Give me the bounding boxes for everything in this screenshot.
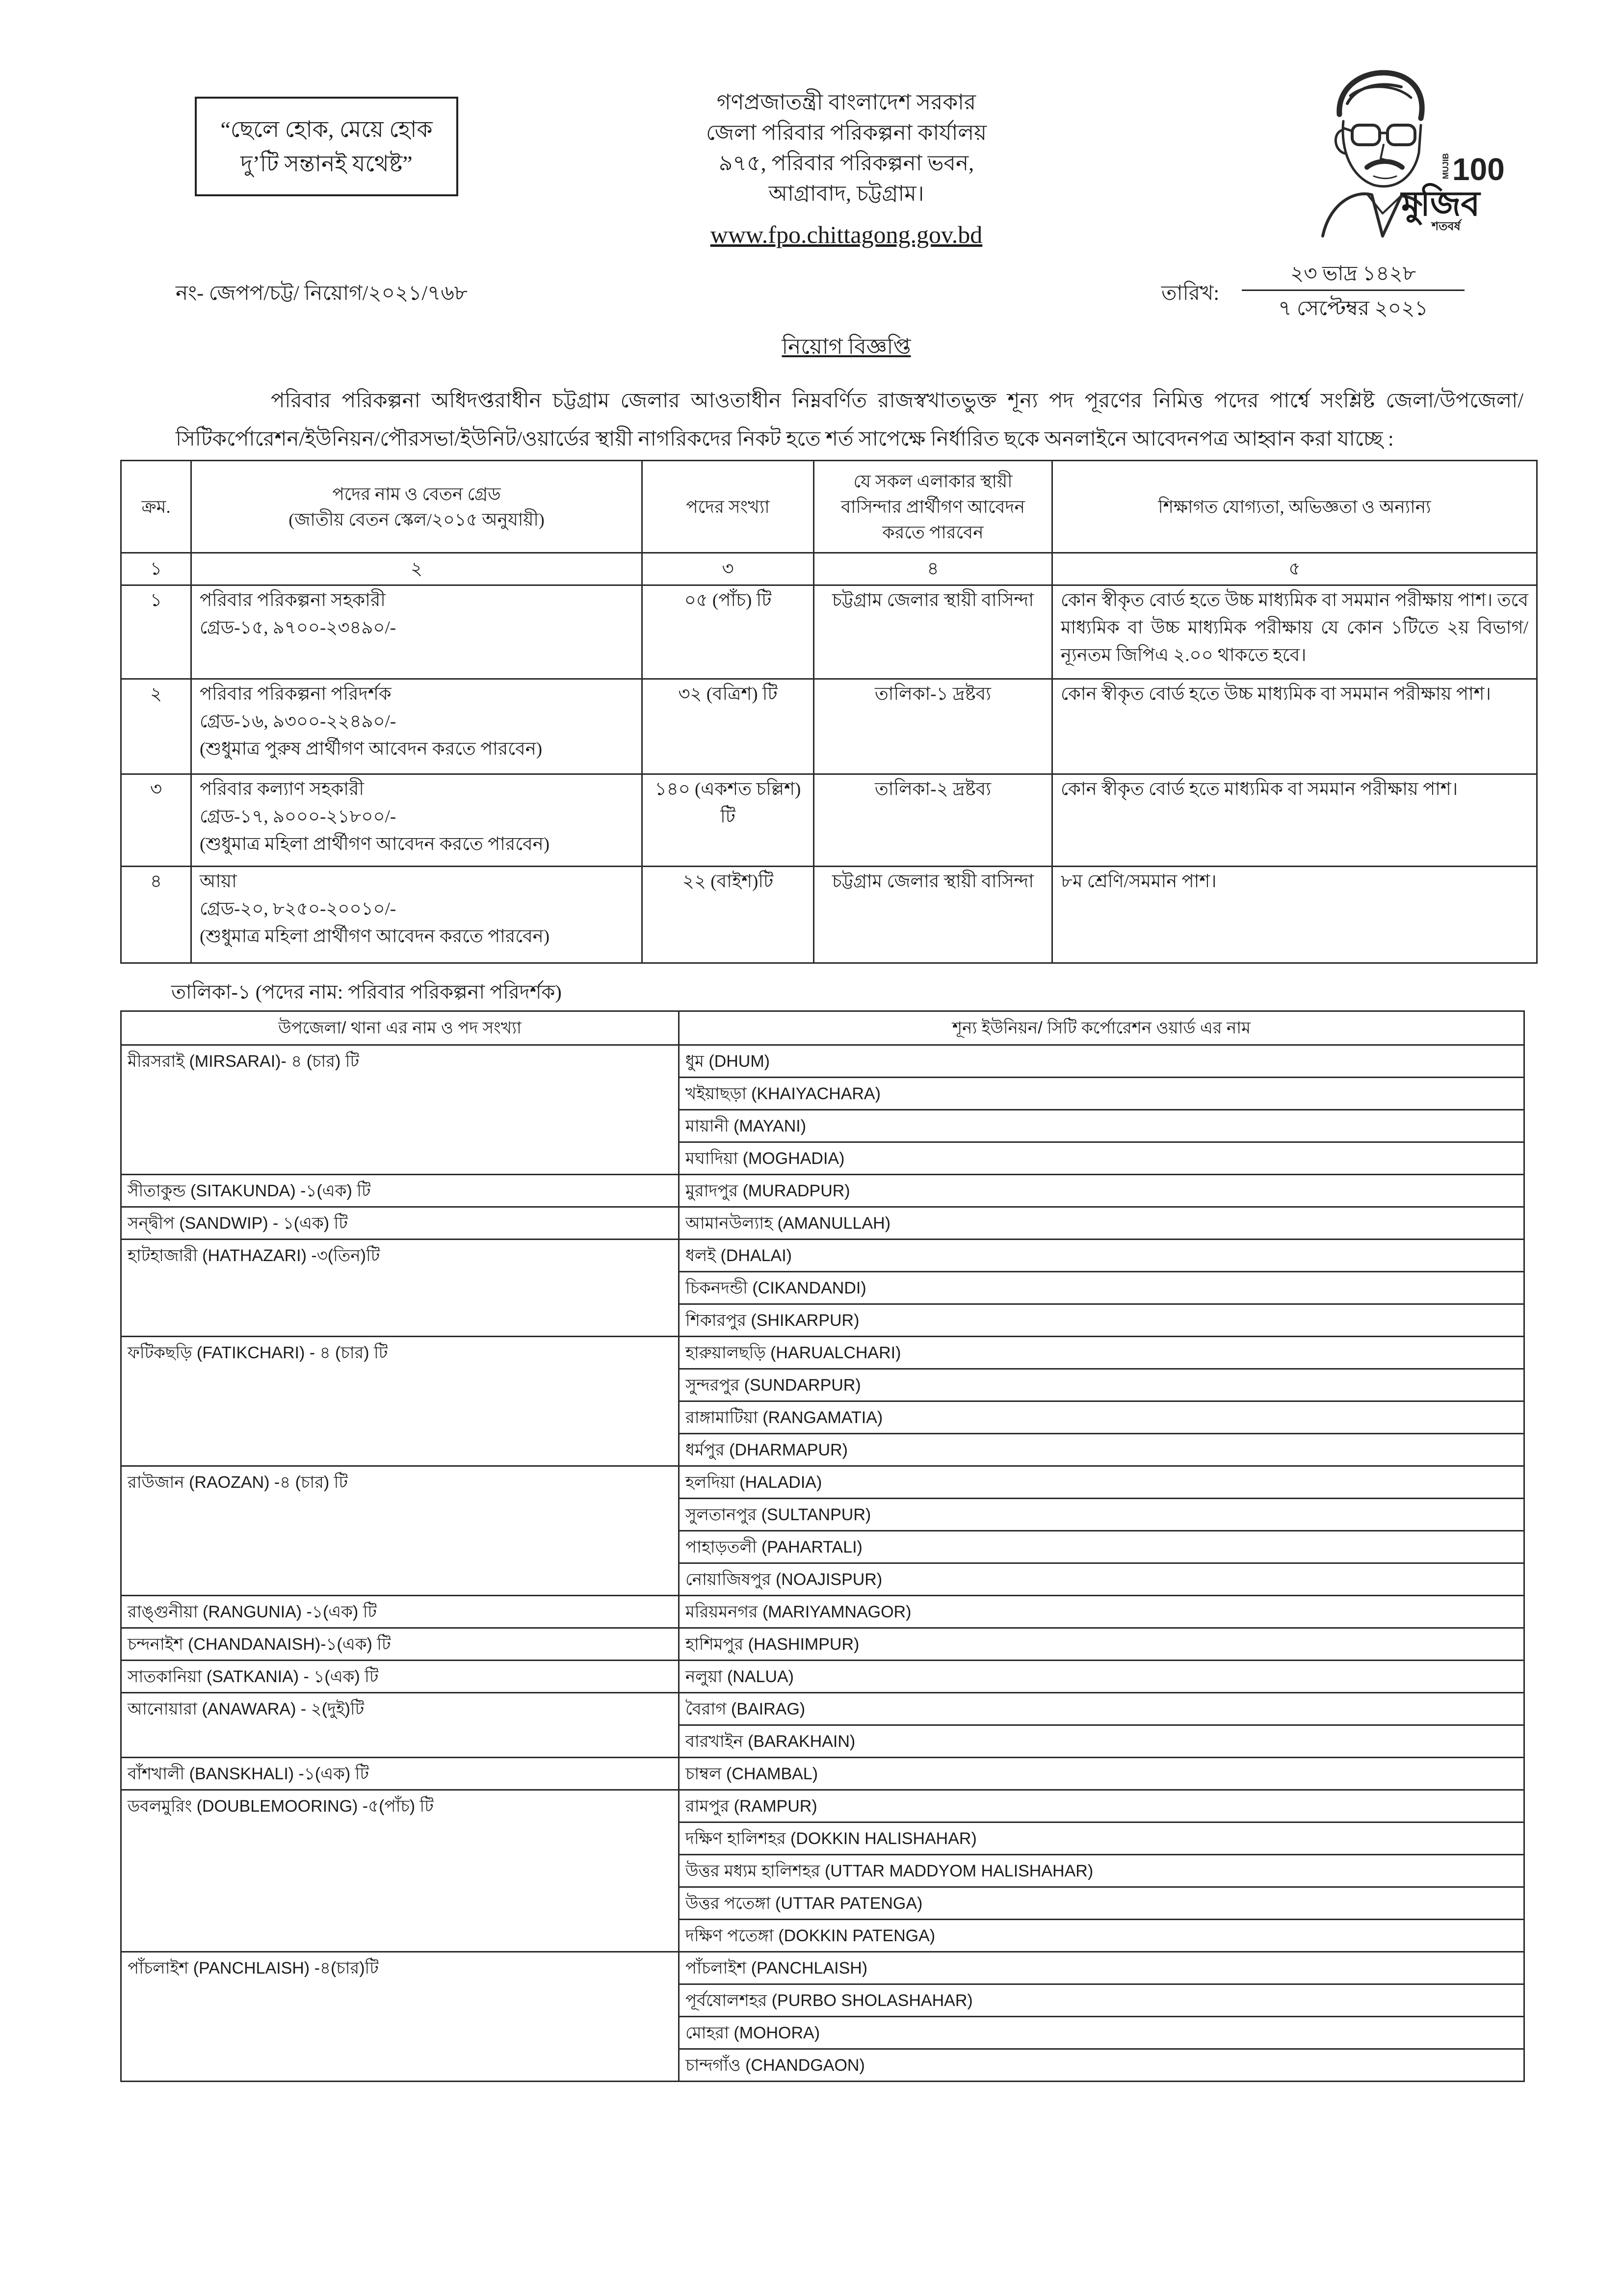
column-number: ৩ bbox=[642, 553, 814, 585]
union-cell: খইয়াছড়া (KHAIYACHARA) bbox=[679, 1078, 1524, 1110]
list1-row bbox=[121, 1758, 1524, 1790]
list1-row bbox=[121, 1952, 1524, 1984]
list1-header-upazila: উপজেলা/ থানা এর নাম ও পদ সংখ্যা bbox=[121, 1011, 679, 1045]
post-note: (শুধুমাত্র পুরুষ প্রার্থীগণ আবেদন করতে পারবেন) bbox=[200, 739, 543, 759]
union-cell: মরিয়মনগর (MARIYAMNAGOR) bbox=[679, 1596, 1524, 1628]
post-residency: তালিকা-২ দ্রষ্টব্য bbox=[814, 774, 1052, 867]
upazila-cell: সাতকানিয়া (SATKANIA) - ১(এক) টি bbox=[121, 1661, 679, 1693]
union-cell: ধুম (DHUM) bbox=[679, 1045, 1524, 1078]
office-header bbox=[527, 87, 1165, 250]
upazila-cell: হাটহাজারী (HATHAZARI) -৩(তিন)টি bbox=[121, 1240, 679, 1337]
list1-table bbox=[120, 1010, 1525, 2082]
website-link: www.fpo.chittagong.gov.bd bbox=[710, 221, 983, 248]
post-qualification: কোন স্বীকৃত বোর্ড হতে উচ্চ মাধ্যমিক বা সমমান পরীক্ষায় পাশ। তবে মাধ্যমিক বা উচ্চ মাধ্যমিক পরীক্ষায় যে কোন ১টিতে ২য় বিভাগ/ন্যূনতম জিপিএ ২.০০ থাকতে হবে। bbox=[1052, 585, 1537, 679]
upazila-cell: ফটিকছড়ি (FATIKCHARI) - ৪ (চার) টি bbox=[121, 1337, 679, 1466]
notice-title bbox=[601, 332, 1092, 362]
post-residency: চট্টগ্রাম জেলার স্থায়ী বাসিন্দা bbox=[814, 867, 1052, 963]
post-row bbox=[121, 585, 1537, 679]
union-cell: ধলই (DHALAI) bbox=[679, 1240, 1524, 1272]
column-number: ১ bbox=[121, 553, 191, 585]
union-cell: মোহরা (MOHORA) bbox=[679, 2017, 1524, 2049]
post-name: পরিবার কল্যাণ সহকারী bbox=[200, 779, 364, 799]
union-cell: পাহাড়তলী (PAHARTALI) bbox=[679, 1531, 1524, 1563]
union-cell: মায়ানী (MAYANI) bbox=[679, 1110, 1524, 1142]
union-cell: চিকনদন্ডী (CIKANDANDI) bbox=[679, 1272, 1524, 1304]
post-row bbox=[121, 774, 1537, 867]
list1-row bbox=[121, 1466, 1524, 1499]
union-cell: আমানউল্যাহ (AMANULLAH) bbox=[679, 1207, 1524, 1240]
post-qualification: কোন স্বীকৃত বোর্ড হতে উচ্চ মাধ্যমিক বা সমমান পরীক্ষায় পাশ। bbox=[1052, 679, 1537, 774]
list1-row bbox=[121, 1790, 1524, 1822]
union-cell: পূর্বষোলশহর (PURBO SHOLASHAHAR) bbox=[679, 1984, 1524, 2017]
union-cell: দক্ষিণ হালিশহর (DOKKIN HALISHAHAR) bbox=[679, 1822, 1524, 1855]
post-residency: তালিকা-১ দ্রষ্টব্য bbox=[814, 679, 1052, 774]
notice-body bbox=[0, 382, 1623, 2082]
post-name: পরিবার পরিকল্পনা সহকারী bbox=[200, 590, 386, 610]
logo-number: 100 bbox=[1452, 152, 1505, 187]
logo-label-en: MUJIB bbox=[1441, 153, 1450, 179]
header-serial: ক্রম. bbox=[121, 461, 191, 553]
intro-paragraph: পরিবার পরিকল্পনা অধিদপ্তরাধীন চট্টগ্রাম জেলার আওতাধীন নিম্নবর্ণিত রাজস্বখাতভুক্ত শূন্য পদ পূরণের নিমিত্ত পদের পার্শ্বে সংশ্লিষ্ট জেলা/উপজেলা/সিটিকর্পোরেশন/ইউনিয়ন/পৌরসভা/ইউনিট/ওয়ার্ডের স্থায়ী নাগরিকদের নিকট হতে শর্ত সাপেক্ষে নির্ধারিত ছকে অনলাইনে আবেদনপত্র আহ্বান করা যাচ্ছে : bbox=[176, 390, 1523, 450]
union-cell: সুলতানপুর (SULTANPUR) bbox=[679, 1499, 1524, 1531]
notice-title-text: নিয়োগ বিজ্ঞপ্তি bbox=[782, 335, 911, 359]
list1-caption: তালিকা-১ (পদের নাম: পরিবার পরিকল্পনা পরিদর্শক) bbox=[171, 981, 562, 1003]
post-count: ৩২ (বত্রিশ) টি bbox=[642, 679, 814, 774]
post-residency: চট্টগ্রাম জেলার স্থায়ী বাসিন্দা bbox=[814, 585, 1052, 679]
union-cell: হলদিয়া (HALADIA) bbox=[679, 1466, 1524, 1499]
post-name: পরিবার পরিকল্পনা পরিদর্শক bbox=[200, 684, 392, 704]
union-cell: হাশিমপুর (HASHIMPUR) bbox=[679, 1628, 1524, 1661]
column-number-row bbox=[121, 553, 1537, 585]
list1-row bbox=[121, 1661, 1524, 1693]
union-cell: নলুয়া (NALUA) bbox=[679, 1661, 1524, 1693]
post-grade: গ্রেড-১৫, ৯৭০০-২৩৪৯০/- bbox=[200, 618, 396, 638]
union-cell: মঘাদিয়া (MOGHADIA) bbox=[679, 1142, 1524, 1175]
post-name: আয়া bbox=[200, 871, 237, 892]
upazila-cell: সীতাকুন্ড (SITAKUNDA) -১(এক) টি bbox=[121, 1175, 679, 1207]
column-number: ৫ bbox=[1052, 553, 1537, 585]
union-cell: নোয়াজিষপুর (NOAJISPUR) bbox=[679, 1563, 1524, 1596]
post-note: (শুধুমাত্র মহিলা প্রার্থীগণ আবেদন করতে পারবেন) bbox=[200, 834, 550, 854]
upazila-cell: রাঙ্গুনীয়া (RANGUNIA) -১(এক) টি bbox=[121, 1596, 679, 1628]
union-cell: বৈরাগ (BAIRAG) bbox=[679, 1693, 1524, 1725]
post-serial: ৪ bbox=[121, 867, 191, 963]
column-number: ২ bbox=[191, 553, 642, 585]
list1-row bbox=[121, 1207, 1524, 1240]
list1-row bbox=[121, 1596, 1524, 1628]
post-qualification: কোন স্বীকৃত বোর্ড হতে মাধ্যমিক বা সমমান পরীক্ষায় পাশ। bbox=[1052, 774, 1537, 867]
upazila-cell: বাঁশখালী (BANSKHALI) -১(এক) টি bbox=[121, 1758, 679, 1790]
post-grade: গ্রেড-২০, ৮২৫০-২০০১০/- bbox=[200, 899, 396, 919]
list1-row bbox=[121, 1175, 1524, 1207]
union-cell: উত্তর মধ্যম হালিশহর (UTTAR MADDYOM HALISHAHAR) bbox=[679, 1855, 1524, 1887]
upazila-cell: চন্দনাইশ (CHANDANAISH)-১(এক) টি bbox=[121, 1628, 679, 1661]
union-cell: চাম্বল (CHAMBAL) bbox=[679, 1758, 1524, 1790]
header-post bbox=[191, 461, 642, 553]
post-count: ২২ (বাইশ)টি bbox=[642, 867, 814, 963]
header-qualification: শিক্ষাগত যোগ্যতা, অভিজ্ঞতা ও অন্যান্য bbox=[1052, 461, 1537, 553]
memo-reference: নং- জেপপ/চট্ট/ নিয়োগ/২০২১/৭৬৮ bbox=[176, 282, 468, 305]
post-count: ০৫ (পাঁচ) টি bbox=[642, 585, 814, 679]
union-cell: ধর্মপুর (DHARMAPUR) bbox=[679, 1434, 1524, 1466]
upazila-cell: সন্দ্বীপ (SANDWIP) - ১(এক) টি bbox=[121, 1207, 679, 1240]
union-cell: উত্তর পতেঙ্গা (UTTAR PATENGA) bbox=[679, 1887, 1524, 1920]
header-eligible-residents: যে সকল এলাকার স্থায়ী বাসিন্দার প্রার্থীগণ আবেদন করতে পারবেন bbox=[814, 461, 1052, 553]
posts-header-row bbox=[121, 461, 1537, 553]
post-serial: ৩ bbox=[121, 774, 191, 867]
post-details bbox=[191, 679, 642, 774]
upazila-cell: ডবলমুরিং (DOUBLEMOORING) -৫(পাঁচ) টি bbox=[121, 1790, 679, 1952]
list1-header-row bbox=[121, 1011, 1524, 1045]
union-cell: রাঙ্গামাটিয়া (RANGAMATIA) bbox=[679, 1401, 1524, 1434]
header-post-subtitle: (জাতীয় বেতন স্কেল/২০১৫ অনুযায়ী) bbox=[288, 509, 545, 529]
upazila-cell: রাউজান (RAOZAN) -৪ (চার) টি bbox=[121, 1466, 679, 1596]
slogan-line-2: দু’টি সন্তানই যথেষ্ট” bbox=[240, 151, 413, 176]
union-cell: দক্ষিণ পতেঙ্গা (DOKKIN PATENGA) bbox=[679, 1920, 1524, 1952]
government-name: গণপ্রজাতন্ত্রী বাংলাদেশ সরকার bbox=[716, 90, 976, 114]
list1-row bbox=[121, 1045, 1524, 1078]
post-row bbox=[121, 867, 1537, 963]
union-cell: মুরাদপুর (MURADPUR) bbox=[679, 1175, 1524, 1207]
list1-header-union: শূন্য ইউনিয়ন/ সিটি কর্পোরেশন ওয়ার্ড এর নাম bbox=[679, 1011, 1524, 1045]
post-count: ১৪০ (একশত চল্লিশ) টি bbox=[642, 774, 814, 867]
post-qualification: ৮ম শ্রেণি/সমমান পাশ। bbox=[1052, 867, 1537, 963]
header-post-title: পদের নাম ও বেতন গ্রেড bbox=[332, 484, 501, 504]
union-cell: শিকারপুর (SHIKARPUR) bbox=[679, 1304, 1524, 1337]
slogan-box bbox=[195, 97, 458, 196]
upazila-cell: পাঁচলাইশ (PANCHLAISH) -৪(চার)টি bbox=[121, 1952, 679, 2082]
post-grade: গ্রেড-১৭, ৯০০০-২১৮০০/- bbox=[200, 807, 396, 827]
union-cell: হারুয়ালছড়ি (HARUALCHARI) bbox=[679, 1337, 1524, 1369]
logo-title-bn: মুজিব bbox=[1401, 185, 1480, 223]
logo-subtitle-bn: শতবর্ষ bbox=[1432, 220, 1461, 233]
union-cell: বারখাইন (BARAKHAIN) bbox=[679, 1725, 1524, 1758]
union-cell: চান্দগাঁও (CHANDGAON) bbox=[679, 2049, 1524, 2082]
post-serial: ২ bbox=[121, 679, 191, 774]
list1-row bbox=[121, 1337, 1524, 1369]
post-details bbox=[191, 585, 642, 679]
slogan-line-1: “ছেলে হোক, মেয়ে হোক bbox=[220, 116, 433, 142]
mujib-100-logo bbox=[1305, 56, 1505, 238]
date-gregorian: ৭ সেপ্টেম্বর ২০২১ bbox=[1278, 297, 1428, 320]
post-details bbox=[191, 867, 642, 963]
date-block bbox=[1242, 259, 1465, 323]
list1-row bbox=[121, 1693, 1524, 1725]
upazila-cell: মীরসরাই (MIRSARAI)- ৪ (চার) টি bbox=[121, 1045, 679, 1175]
upazila-cell: আনোয়ারা (ANAWARA) - ২(দুই)টি bbox=[121, 1693, 679, 1758]
header-count: পদের সংখ্যা bbox=[642, 461, 814, 553]
date-bangla: ২৩ ভাদ্র ১৪২৮ bbox=[1290, 263, 1416, 285]
office-address-line-1: ৯৭৫, পরিবার পরিকল্পনা ভবন, bbox=[718, 151, 974, 175]
office-address-line-2: আগ্রাবাদ, চট্টগ্রাম। bbox=[768, 182, 924, 206]
union-cell: পাঁচলাইশ (PANCHLAISH) bbox=[679, 1952, 1524, 1984]
union-cell: সুন্দরপুর (SUNDARPUR) bbox=[679, 1369, 1524, 1401]
posts-table bbox=[120, 460, 1538, 964]
post-serial: ১ bbox=[121, 585, 191, 679]
column-number: ৪ bbox=[814, 553, 1052, 585]
union-cell: রামপুর (RAMPUR) bbox=[679, 1790, 1524, 1822]
post-details bbox=[191, 774, 642, 867]
office-name: জেলা পরিবার পরিকল্পনা কার্যালয় bbox=[706, 121, 987, 145]
post-grade: গ্রেড-১৬, ৯৩০০-২২৪৯০/- bbox=[200, 712, 396, 732]
post-row bbox=[121, 679, 1537, 774]
list1-row bbox=[121, 1628, 1524, 1661]
date-label: তারিখ: bbox=[1161, 282, 1220, 305]
post-note: (শুধুমাত্র মহিলা প্রার্থীগণ আবেদন করতে পারবেন) bbox=[200, 926, 550, 947]
list1-row bbox=[121, 1240, 1524, 1272]
